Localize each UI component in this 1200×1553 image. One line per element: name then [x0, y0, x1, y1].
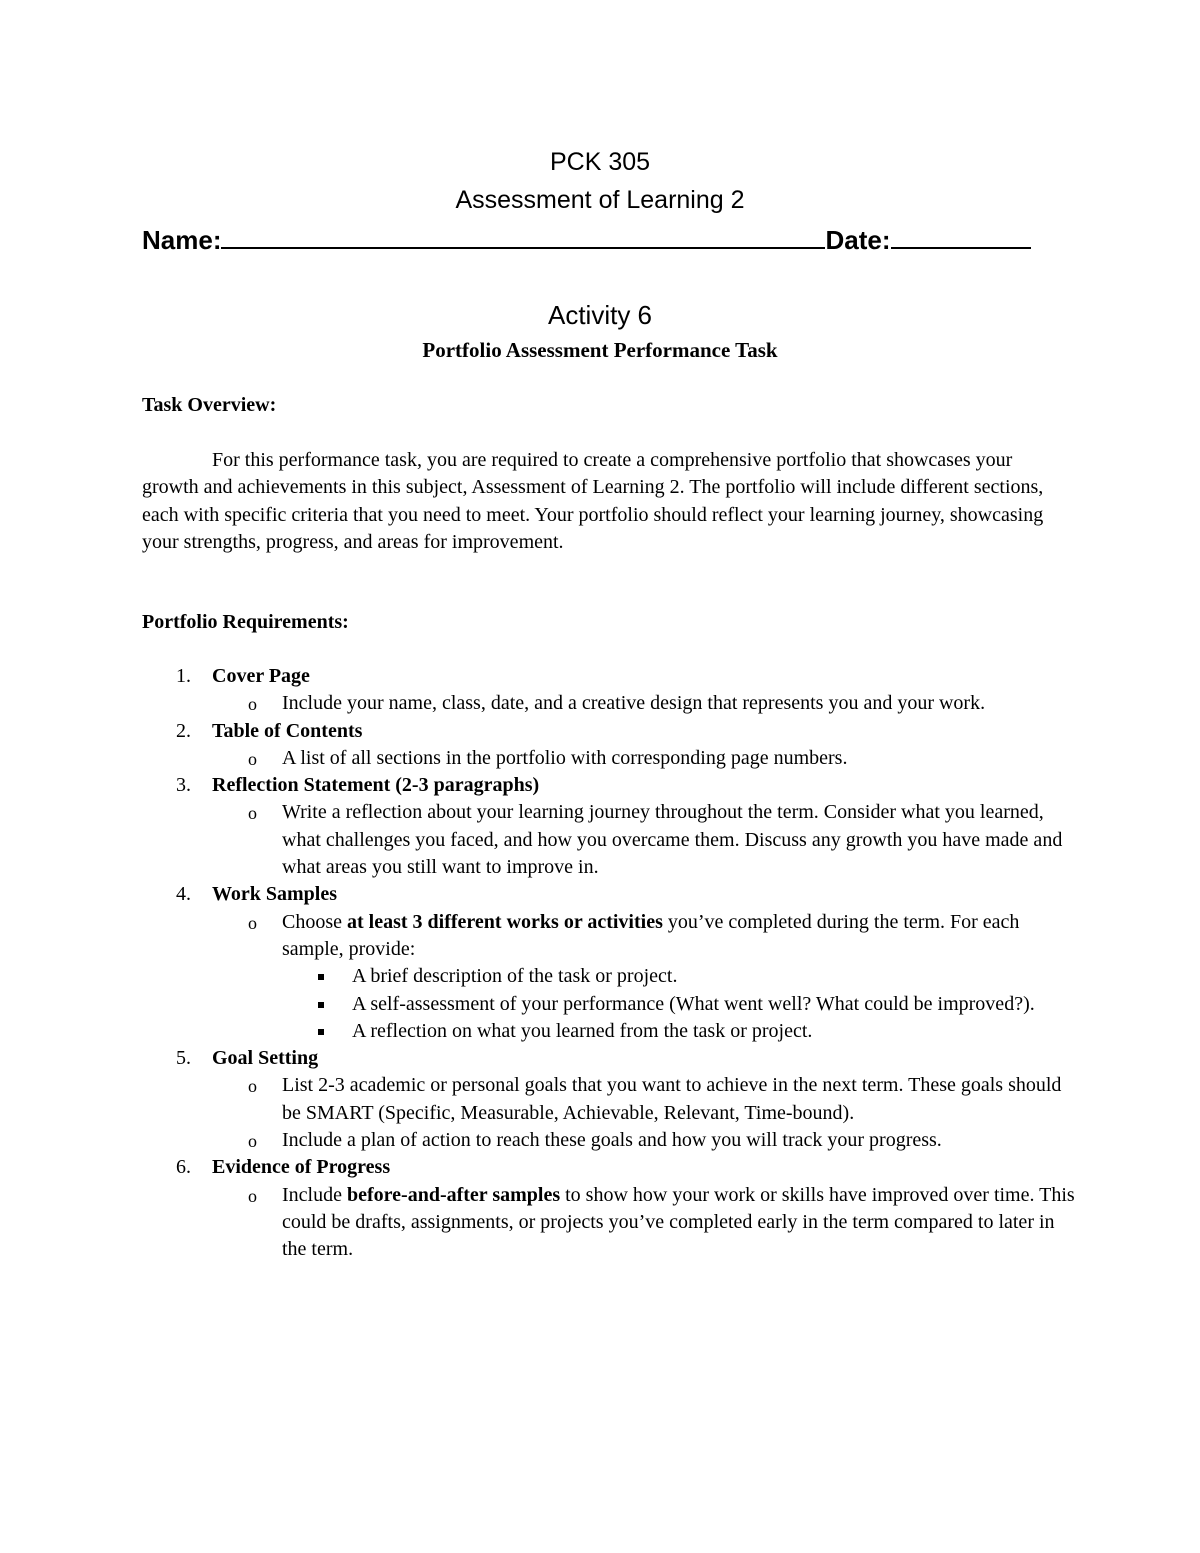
task-overview-text: For this performance task, you are required to create a comprehensive portfolio that showcases your growth and achievements in this subject, Assessment of Learning 2. The portfolio will include different sections, each with specific criteria that you need to meet. Your portfolio should reflect your learning journey, showcasing your strengths, progress, and areas for improvement.	[142, 449, 1044, 553]
sub-sub-list	[282, 963, 1082, 1045]
sub-item-text: Write a reflection about your learning journey throughout the term. Consider what you learned, what challenges you faced, and how you overcame them. Discuss any growth you have made and what areas you still want to improve in.	[282, 801, 1063, 879]
circle-bullet-icon: o	[248, 1131, 257, 1152]
name-blank[interactable]	[221, 225, 825, 249]
item-number: 3.	[176, 774, 191, 797]
sub-list	[212, 1072, 1082, 1154]
sub-list	[212, 745, 1082, 772]
square-bullet-icon	[318, 1002, 324, 1008]
sub-list	[212, 799, 1082, 881]
sub-list-item	[212, 1072, 1082, 1127]
name-date-line	[142, 224, 1062, 256]
sub-item-text: Include your name, class, date, and a creative design that represents you and your work.	[282, 692, 986, 715]
date-label: Date:	[825, 225, 891, 255]
sub-sub-item-text: A brief description of the task or project.	[352, 965, 678, 988]
sub-sub-list-item	[282, 1018, 1082, 1045]
item-number: 5.	[176, 1047, 191, 1070]
task-overview-label: Task Overview:	[142, 394, 277, 416]
circle-bullet-icon: o	[248, 1185, 257, 1206]
sub-list-item	[212, 690, 1082, 717]
list-item	[142, 1045, 1082, 1154]
activity-title: Activity 6	[547, 300, 653, 330]
sub-item-text-before: Choose	[282, 910, 347, 933]
sub-item-text-after: you’ve completed during the term. For each sample, provide:	[282, 910, 1020, 960]
sub-list-item	[212, 1127, 1082, 1154]
sub-item-text: List 2-3 academic or personal goals that you want to achieve in the next term. These goals should be SMART (Specific, Measurable, Achievable, Relevant, Time-bound).	[282, 1074, 1062, 1124]
item-title: Work Samples	[212, 883, 338, 906]
square-bullet-icon	[318, 974, 324, 980]
sub-item-text: A list of all sections in the portfolio with corresponding page numbers.	[282, 746, 848, 769]
list-item	[142, 1154, 1082, 1263]
sub-sub-item-text: A reflection on what you learned from the task or project.	[352, 1019, 813, 1042]
name-label: Name:	[142, 225, 222, 255]
circle-bullet-icon: o	[248, 1076, 257, 1097]
activity-subtitle: Portfolio Assessment Performance Task	[422, 338, 778, 362]
sub-sub-list-item	[282, 991, 1082, 1018]
portfolio-requirements-label: Portfolio Requirements:	[142, 611, 349, 633]
circle-bullet-icon: o	[248, 694, 257, 715]
item-title: Goal Setting	[212, 1047, 319, 1070]
list-item	[142, 718, 1082, 773]
date-blank[interactable]	[891, 225, 1031, 249]
sub-item-text-bold: before-and-after samples	[346, 1183, 561, 1206]
sub-list-item	[212, 799, 1082, 881]
item-title: Evidence of Progress	[212, 1156, 391, 1179]
item-number: 2.	[176, 719, 191, 742]
circle-bullet-icon: o	[248, 748, 257, 769]
sub-item-text-before: Include	[282, 1183, 347, 1206]
item-number: 1.	[176, 665, 191, 687]
sub-sub-list-item	[282, 963, 1082, 990]
list-item	[142, 772, 1082, 881]
circle-bullet-icon: o	[248, 803, 257, 824]
item-title: Reflection Statement (2-3 paragraphs)	[212, 774, 540, 797]
sub-item-text-after: to show how your work or skills have improved over time. This could be drafts, assignments, or projects you’ve completed early in the term compared to later in the term.	[282, 1183, 1075, 1261]
sub-list	[212, 1182, 1082, 1264]
sub-item-text: Include a plan of action to reach these goals and how you will track your progress.	[282, 1129, 942, 1152]
sub-sub-item-text: A self-assessment of your performance (What went well? What could be improved?).	[352, 992, 1035, 1015]
course-code: PCK 305	[549, 148, 651, 176]
square-bullet-icon	[318, 1029, 324, 1035]
sub-list-item	[212, 745, 1082, 772]
item-number: 4.	[176, 883, 191, 906]
item-title: Cover Page	[212, 665, 310, 687]
sub-item-text-bold: at least 3 different works or activities	[347, 910, 663, 933]
list-item	[142, 663, 1082, 718]
sub-list-item	[212, 909, 1082, 1045]
list-item	[142, 881, 1082, 1045]
requirements-list	[142, 663, 1082, 1264]
sub-list	[212, 909, 1082, 1045]
circle-bullet-icon: o	[248, 912, 257, 933]
item-title: Table of Contents	[212, 719, 363, 742]
item-number: 6.	[176, 1156, 191, 1179]
course-title: Assessment of Learning 2	[455, 186, 745, 214]
sub-list-item	[212, 1182, 1082, 1264]
sub-list	[212, 690, 1082, 717]
